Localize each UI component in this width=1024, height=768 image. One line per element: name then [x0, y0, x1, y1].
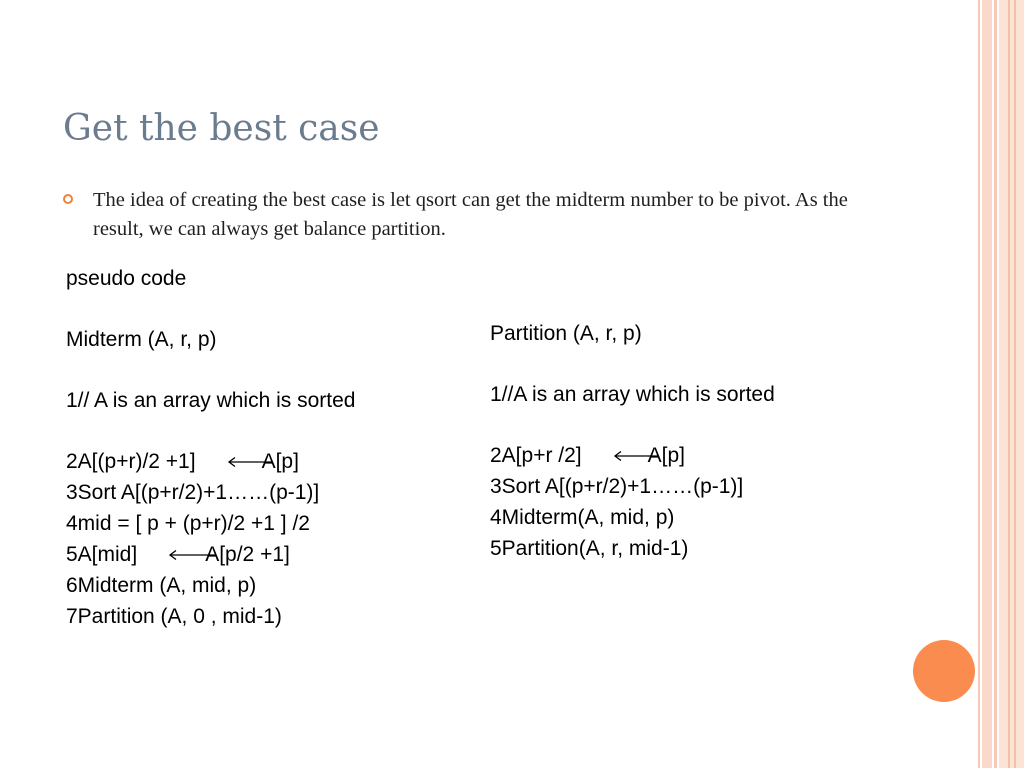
code-line-lhs: 2A[(p+r)/2 +1]: [66, 450, 196, 473]
midterm-pseudocode: [66, 263, 355, 632]
decorative-stripe: [982, 0, 992, 768]
code-line: 3Sort A[(p+r/2)+1……(p-1)]: [490, 475, 744, 498]
code-line: 4Midterm(A, mid, p): [490, 506, 675, 529]
partition-signature: Partition (A, r, p): [490, 322, 642, 345]
decorative-stripe: [978, 0, 980, 768]
bullet-circle-icon: [63, 194, 73, 204]
code-line: 1//A is an array which is sorted: [490, 383, 775, 406]
bullet-text: The idea of creating the best case is let qsort can get the midterm number to be pivot. As the result, we can always get balance partition.: [93, 189, 848, 240]
code-line: 3Sort A[(p+r/2)+1……(p-1)]: [66, 481, 320, 504]
code-line-lhs: 5A[mid]: [66, 543, 138, 566]
decorative-stripe: [1014, 0, 1016, 768]
code-line: 6Midterm (A, mid, p): [66, 574, 257, 597]
decorative-circle: [913, 640, 975, 702]
decorative-stripe: [999, 0, 1024, 768]
assign-arrow-icon: [612, 450, 660, 462]
midterm-signature: Midterm (A, r, p): [66, 328, 217, 351]
code-line: 1// A is an array which is sorted: [66, 389, 356, 412]
code-line: [66, 539, 355, 570]
decorative-stripe: [994, 0, 997, 768]
decorative-stripe: [1008, 0, 1010, 768]
code-line: 7Partition (A, 0 , mid-1): [66, 605, 282, 628]
pseudocode-heading: pseudo code: [66, 267, 187, 290]
code-line-rhs: A[p/2 +1]: [205, 543, 290, 566]
code-line: [66, 446, 355, 477]
bullet-item: [63, 186, 883, 244]
partition-pseudocode: [490, 318, 775, 564]
code-line: 5Partition(A, r, mid-1): [490, 537, 689, 560]
code-line-rhs: A[p]: [647, 444, 685, 467]
code-line: [490, 440, 775, 471]
code-line-rhs: A[p]: [261, 450, 299, 473]
code-line: 4mid = [ p + (p+r)/2 +1 ] /2: [66, 512, 310, 535]
assign-arrow-icon: [167, 549, 217, 561]
assign-arrow-icon: [226, 456, 274, 468]
code-line-lhs: 2A[p+r /2]: [490, 444, 582, 467]
slide-title: Get the best case: [63, 108, 380, 149]
